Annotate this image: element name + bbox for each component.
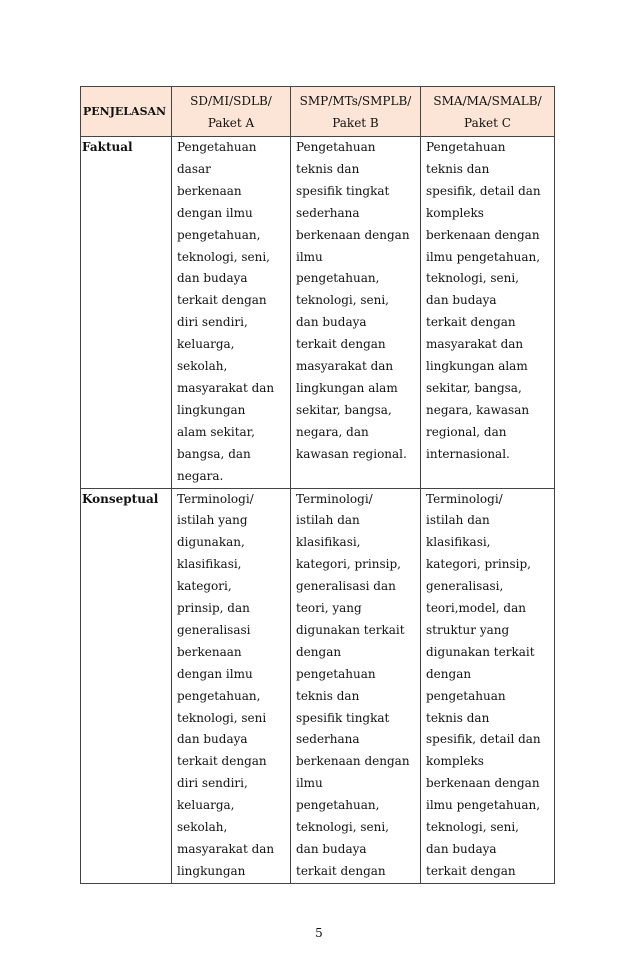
cell-line: dan budaya bbox=[426, 293, 497, 308]
cell-line: negara, dan bbox=[296, 424, 369, 439]
cell-line: pengetahuan bbox=[296, 666, 376, 681]
cell-line: dengan ilmu bbox=[177, 666, 253, 681]
header-column-line: SD/MI/SDLB/ bbox=[190, 94, 272, 108]
curriculum-table bbox=[80, 86, 555, 884]
header-column-sd bbox=[172, 87, 291, 137]
cell-line: lingkungan alam bbox=[426, 359, 528, 374]
cell-line: terkait dengan bbox=[177, 293, 267, 308]
cell-line: klasifikasi, bbox=[177, 557, 242, 572]
cell-line: terkait dengan bbox=[426, 863, 516, 878]
cell-line: dengan bbox=[296, 644, 342, 659]
cell-line: teori,model, dan bbox=[426, 601, 526, 616]
header-column-line: Paket C bbox=[464, 116, 511, 130]
cell-line: terkait dengan bbox=[296, 337, 386, 352]
cell-line: dan budaya bbox=[177, 271, 248, 286]
cell-line: masyarakat dan bbox=[177, 380, 275, 395]
cell-line: generalisasi, bbox=[426, 579, 504, 594]
cell-line: kompleks bbox=[426, 754, 484, 769]
cell-line: teknologi, seni, bbox=[296, 293, 389, 308]
cell-line: teknologi, seni, bbox=[177, 249, 270, 264]
row-label: Konseptual bbox=[81, 488, 172, 883]
cell-line: dasar bbox=[177, 161, 211, 176]
cell-line: bangsa, dan bbox=[177, 446, 251, 461]
cell-line: teknologi, seni, bbox=[296, 820, 389, 835]
cell-line: kawasan regional. bbox=[296, 446, 407, 461]
cell-line: kompleks bbox=[426, 205, 484, 220]
cell-line: klasifikasi, bbox=[426, 535, 491, 550]
header-column-sma bbox=[421, 87, 555, 137]
cell-line: sekolah, bbox=[177, 359, 228, 374]
cell-line: dan budaya bbox=[426, 842, 497, 856]
cell-line: struktur yang bbox=[426, 622, 510, 637]
cell-line: spesifik tingkat bbox=[296, 710, 390, 725]
cell-line: dan budaya bbox=[296, 315, 367, 330]
header-label: PENJELASAN bbox=[81, 87, 172, 137]
cell-line: Terminologi/ bbox=[296, 491, 373, 506]
table-cell bbox=[172, 137, 291, 489]
cell-line: masyarakat dan bbox=[426, 337, 524, 352]
cell-line: pengetahuan, bbox=[296, 798, 380, 813]
cell-line: sederhana bbox=[296, 205, 360, 220]
cell-line: prinsip, dan bbox=[177, 601, 250, 616]
header-column-smp bbox=[291, 87, 421, 137]
cell-line: kategori, prinsip, bbox=[296, 557, 401, 572]
cell-line: diri sendiri, bbox=[177, 776, 248, 791]
cell-line: diri sendiri, bbox=[177, 315, 248, 330]
cell-line: generalisasi dan bbox=[296, 579, 396, 594]
table-cell bbox=[291, 488, 421, 883]
cell-line: spesifik, detail dan bbox=[426, 183, 541, 198]
header-column-line: Paket B bbox=[332, 116, 379, 130]
cell-line: berkenaan dengan bbox=[296, 754, 410, 769]
cell-line: teknis dan bbox=[426, 161, 490, 176]
cell-line: ilmu pengetahuan, bbox=[426, 249, 541, 264]
table-cell bbox=[421, 488, 555, 883]
cell-line: ilmu bbox=[296, 249, 323, 264]
cell-line: teknologi, seni, bbox=[426, 271, 519, 286]
cell-line: istilah dan bbox=[426, 513, 490, 528]
cell-line: keluarga, bbox=[177, 798, 235, 813]
cell-line: berkenaan dengan bbox=[426, 776, 540, 791]
cell-line: spesifik tingkat bbox=[296, 183, 390, 198]
table-cell bbox=[172, 488, 291, 883]
cell-line: berkenaan bbox=[177, 644, 242, 659]
table-cell bbox=[291, 137, 421, 489]
cell-line: berkenaan dengan bbox=[426, 227, 540, 242]
cell-line: dengan ilmu bbox=[177, 205, 253, 220]
cell-line: dengan bbox=[426, 666, 472, 681]
cell-line: Terminologi/ bbox=[426, 491, 503, 506]
cell-line: ilmu bbox=[296, 776, 323, 791]
cell-line: dan budaya bbox=[177, 732, 248, 747]
cell-line: sekitar, bangsa, bbox=[426, 380, 522, 395]
cell-line: terkait dengan bbox=[426, 315, 516, 330]
table-cell bbox=[421, 137, 555, 489]
cell-line: teori, yang bbox=[296, 601, 362, 616]
row-label: Faktual bbox=[81, 137, 172, 489]
cell-line: ilmu pengetahuan, bbox=[426, 798, 541, 813]
cell-line: berkenaan dengan bbox=[296, 227, 410, 242]
cell-line: Terminologi/ bbox=[177, 491, 254, 506]
cell-line: negara. bbox=[177, 468, 224, 483]
cell-line: terkait dengan bbox=[296, 863, 386, 878]
page-number: 5 bbox=[315, 926, 323, 940]
cell-line: teknologi, seni, bbox=[426, 820, 519, 835]
cell-line: sederhana bbox=[296, 732, 360, 747]
cell-line: masyarakat dan bbox=[296, 359, 394, 374]
cell-line: teknologi, seni bbox=[177, 710, 267, 725]
cell-line: Pengetahuan bbox=[426, 140, 506, 154]
cell-line: keluarga, bbox=[177, 337, 235, 352]
cell-line: teknis dan bbox=[426, 710, 490, 725]
table-header-row bbox=[81, 87, 555, 137]
cell-line: alam sekitar, bbox=[177, 424, 255, 439]
cell-line: digunakan, bbox=[177, 535, 245, 550]
header-column-line: SMA/MA/SMALB/ bbox=[433, 94, 542, 108]
cell-line: klasifikasi, bbox=[296, 535, 361, 550]
cell-line: negara, kawasan bbox=[426, 402, 530, 417]
cell-line: istilah yang bbox=[177, 513, 248, 528]
cell-line: lingkungan bbox=[177, 863, 246, 878]
cell-line: digunakan terkait bbox=[296, 622, 405, 637]
cell-line: dan budaya bbox=[296, 842, 367, 856]
cell-line: masyarakat dan bbox=[177, 842, 275, 856]
cell-line: istilah dan bbox=[296, 513, 360, 528]
cell-line: lingkungan bbox=[177, 402, 246, 417]
header-column-line: SMP/MTs/SMPLB/ bbox=[299, 94, 412, 108]
cell-line: internasional. bbox=[426, 446, 510, 461]
table-row bbox=[81, 137, 555, 489]
cell-line: kategori, bbox=[177, 579, 232, 594]
cell-line: berkenaan bbox=[177, 183, 242, 198]
cell-line: spesifik, detail dan bbox=[426, 732, 541, 747]
cell-line: lingkungan alam bbox=[296, 380, 398, 395]
cell-line: digunakan terkait bbox=[426, 644, 535, 659]
cell-line: pengetahuan, bbox=[177, 227, 261, 242]
cell-line: generalisasi bbox=[177, 622, 251, 637]
cell-line: pengetahuan bbox=[426, 688, 506, 703]
cell-line: regional, dan bbox=[426, 424, 507, 439]
cell-line: Pengetahuan bbox=[177, 140, 257, 154]
cell-line: pengetahuan, bbox=[296, 271, 380, 286]
table-row bbox=[81, 488, 555, 883]
cell-line: sekitar, bangsa, bbox=[296, 402, 392, 417]
cell-line: sekolah, bbox=[177, 820, 228, 835]
cell-line: teknis dan bbox=[296, 161, 360, 176]
cell-line: Pengetahuan bbox=[296, 140, 376, 154]
cell-line: terkait dengan bbox=[177, 754, 267, 769]
cell-line: teknis dan bbox=[296, 688, 360, 703]
cell-line: kategori, prinsip, bbox=[426, 557, 531, 572]
cell-line: pengetahuan, bbox=[177, 688, 261, 703]
header-column-line: Paket A bbox=[207, 116, 255, 130]
